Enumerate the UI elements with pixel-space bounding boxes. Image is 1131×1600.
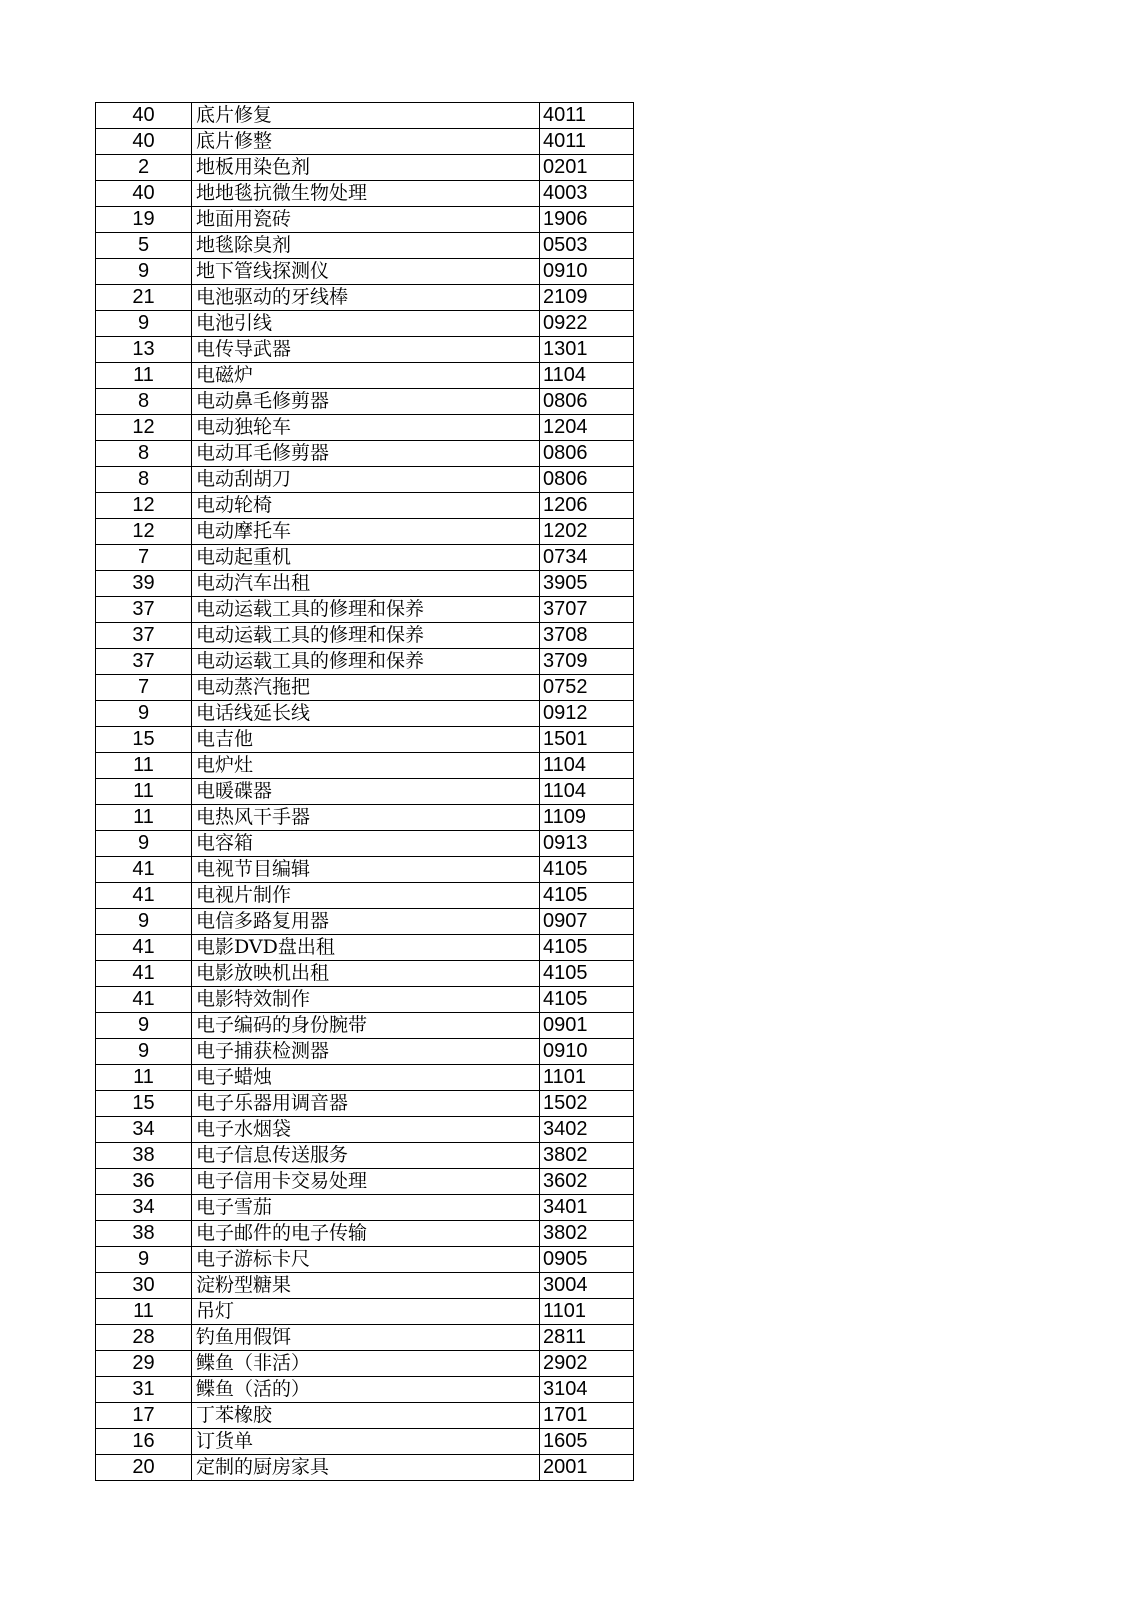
group-code-cell: 0752 bbox=[540, 675, 634, 701]
class-number-cell: 37 bbox=[96, 649, 192, 675]
goods-name-cell: 电视片制作 bbox=[192, 883, 540, 909]
goods-name-cell: 电子游标卡尺 bbox=[192, 1247, 540, 1273]
group-code-cell: 0913 bbox=[540, 831, 634, 857]
goods-name-cell: 电子邮件的电子传输 bbox=[192, 1221, 540, 1247]
class-number-cell: 11 bbox=[96, 779, 192, 805]
class-number-cell: 9 bbox=[96, 909, 192, 935]
table-row bbox=[96, 675, 634, 701]
group-code-cell: 4105 bbox=[540, 857, 634, 883]
goods-name-cell: 电动汽车出租 bbox=[192, 571, 540, 597]
goods-name-cell: 电子乐器用调音器 bbox=[192, 1091, 540, 1117]
class-number-cell: 11 bbox=[96, 1299, 192, 1325]
group-code-cell: 0905 bbox=[540, 1247, 634, 1273]
goods-name-cell: 电炉灶 bbox=[192, 753, 540, 779]
class-number-cell: 9 bbox=[96, 1039, 192, 1065]
goods-name-cell: 电子捕获检测器 bbox=[192, 1039, 540, 1065]
table-row bbox=[96, 1065, 634, 1091]
goods-name-cell: 定制的厨房家具 bbox=[192, 1455, 540, 1481]
class-number-cell: 34 bbox=[96, 1117, 192, 1143]
table-row bbox=[96, 571, 634, 597]
goods-name-cell: 电影特效制作 bbox=[192, 987, 540, 1013]
group-code-cell: 1301 bbox=[540, 337, 634, 363]
goods-name-cell: 丁苯橡胶 bbox=[192, 1403, 540, 1429]
goods-name-cell: 电动蒸汽拖把 bbox=[192, 675, 540, 701]
group-code-cell: 1109 bbox=[540, 805, 634, 831]
class-number-cell: 36 bbox=[96, 1169, 192, 1195]
table-row bbox=[96, 207, 634, 233]
group-code-cell: 1502 bbox=[540, 1091, 634, 1117]
class-number-cell: 41 bbox=[96, 857, 192, 883]
class-number-cell: 37 bbox=[96, 597, 192, 623]
table-row bbox=[96, 1299, 634, 1325]
class-number-cell: 11 bbox=[96, 753, 192, 779]
goods-name-cell: 电池驱动的牙线棒 bbox=[192, 285, 540, 311]
group-code-cell: 4105 bbox=[540, 961, 634, 987]
class-number-cell: 9 bbox=[96, 1247, 192, 1273]
table-row bbox=[96, 311, 634, 337]
goods-name-cell: 电动独轮车 bbox=[192, 415, 540, 441]
group-code-cell: 1701 bbox=[540, 1403, 634, 1429]
group-code-cell: 3602 bbox=[540, 1169, 634, 1195]
group-code-cell: 0734 bbox=[540, 545, 634, 571]
goods-name-cell: 电影DVD盘出租 bbox=[192, 935, 540, 961]
goods-name-cell: 电子雪茄 bbox=[192, 1195, 540, 1221]
table-row bbox=[96, 1403, 634, 1429]
goods-name-cell: 电视节目编辑 bbox=[192, 857, 540, 883]
class-number-cell: 9 bbox=[96, 831, 192, 857]
table-row bbox=[96, 1325, 634, 1351]
table-row bbox=[96, 389, 634, 415]
group-code-cell: 3708 bbox=[540, 623, 634, 649]
table-row bbox=[96, 701, 634, 727]
class-number-cell: 7 bbox=[96, 675, 192, 701]
table-row bbox=[96, 1273, 634, 1299]
group-code-cell: 2811 bbox=[540, 1325, 634, 1351]
class-number-cell: 20 bbox=[96, 1455, 192, 1481]
goods-name-cell: 电子编码的身份腕带 bbox=[192, 1013, 540, 1039]
table-row bbox=[96, 1143, 634, 1169]
class-number-cell: 11 bbox=[96, 805, 192, 831]
group-code-cell: 3905 bbox=[540, 571, 634, 597]
goods-name-cell: 电传导武器 bbox=[192, 337, 540, 363]
table-row bbox=[96, 181, 634, 207]
group-code-cell: 1104 bbox=[540, 363, 634, 389]
class-number-cell: 37 bbox=[96, 623, 192, 649]
group-code-cell: 1605 bbox=[540, 1429, 634, 1455]
goods-name-cell: 地面用瓷砖 bbox=[192, 207, 540, 233]
goods-name-cell: 地板用染色剂 bbox=[192, 155, 540, 181]
table-row bbox=[96, 1221, 634, 1247]
group-code-cell: 0907 bbox=[540, 909, 634, 935]
group-code-cell: 4105 bbox=[540, 935, 634, 961]
class-number-cell: 41 bbox=[96, 883, 192, 909]
class-number-cell: 15 bbox=[96, 727, 192, 753]
group-code-cell: 3707 bbox=[540, 597, 634, 623]
table-row bbox=[96, 1377, 634, 1403]
class-number-cell: 9 bbox=[96, 701, 192, 727]
goods-name-cell: 电动鼻毛修剪器 bbox=[192, 389, 540, 415]
class-number-cell: 34 bbox=[96, 1195, 192, 1221]
table-row bbox=[96, 857, 634, 883]
group-code-cell: 1101 bbox=[540, 1065, 634, 1091]
group-code-cell: 1501 bbox=[540, 727, 634, 753]
table-row bbox=[96, 727, 634, 753]
goods-name-cell: 电子蜡烛 bbox=[192, 1065, 540, 1091]
group-code-cell: 0806 bbox=[540, 467, 634, 493]
class-number-cell: 41 bbox=[96, 935, 192, 961]
class-number-cell: 13 bbox=[96, 337, 192, 363]
goods-name-cell: 电热风干手器 bbox=[192, 805, 540, 831]
table-row bbox=[96, 935, 634, 961]
table-row bbox=[96, 155, 634, 181]
group-code-cell: 1202 bbox=[540, 519, 634, 545]
group-code-cell: 4011 bbox=[540, 103, 634, 129]
goods-name-cell: 电子信用卡交易处理 bbox=[192, 1169, 540, 1195]
group-code-cell: 3802 bbox=[540, 1143, 634, 1169]
table-row bbox=[96, 519, 634, 545]
group-code-cell: 1104 bbox=[540, 779, 634, 805]
class-number-cell: 8 bbox=[96, 467, 192, 493]
goods-name-cell: 鲽鱼（非活） bbox=[192, 1351, 540, 1377]
goods-name-cell: 电动轮椅 bbox=[192, 493, 540, 519]
group-code-cell: 0901 bbox=[540, 1013, 634, 1039]
class-number-cell: 9 bbox=[96, 259, 192, 285]
class-number-cell: 8 bbox=[96, 441, 192, 467]
group-code-cell: 0912 bbox=[540, 701, 634, 727]
group-code-cell: 0503 bbox=[540, 233, 634, 259]
table-body bbox=[96, 103, 634, 1481]
class-number-cell: 16 bbox=[96, 1429, 192, 1455]
group-code-cell: 1206 bbox=[540, 493, 634, 519]
goods-name-cell: 电暖碟器 bbox=[192, 779, 540, 805]
class-number-cell: 12 bbox=[96, 415, 192, 441]
goods-name-cell: 电信多路复用器 bbox=[192, 909, 540, 935]
table-row bbox=[96, 909, 634, 935]
group-code-cell: 4003 bbox=[540, 181, 634, 207]
goods-name-cell: 地地毯抗微生物处理 bbox=[192, 181, 540, 207]
class-number-cell: 41 bbox=[96, 987, 192, 1013]
goods-name-cell: 地下管线探测仪 bbox=[192, 259, 540, 285]
class-number-cell: 39 bbox=[96, 571, 192, 597]
goods-name-cell: 电动运载工具的修理和保养 bbox=[192, 649, 540, 675]
group-code-cell: 3402 bbox=[540, 1117, 634, 1143]
group-code-cell: 0910 bbox=[540, 259, 634, 285]
table-row bbox=[96, 415, 634, 441]
group-code-cell: 0910 bbox=[540, 1039, 634, 1065]
goods-name-cell: 底片修整 bbox=[192, 129, 540, 155]
class-number-cell: 40 bbox=[96, 129, 192, 155]
class-number-cell: 15 bbox=[96, 1091, 192, 1117]
goods-name-cell: 电动摩托车 bbox=[192, 519, 540, 545]
goods-name-cell: 电影放映机出租 bbox=[192, 961, 540, 987]
table-row bbox=[96, 961, 634, 987]
class-number-cell: 28 bbox=[96, 1325, 192, 1351]
class-number-cell: 17 bbox=[96, 1403, 192, 1429]
group-code-cell: 0806 bbox=[540, 389, 634, 415]
table-row bbox=[96, 805, 634, 831]
group-code-cell: 0201 bbox=[540, 155, 634, 181]
group-code-cell: 3709 bbox=[540, 649, 634, 675]
class-number-cell: 38 bbox=[96, 1143, 192, 1169]
goods-name-cell: 电动运载工具的修理和保养 bbox=[192, 597, 540, 623]
class-number-cell: 31 bbox=[96, 1377, 192, 1403]
table-row bbox=[96, 883, 634, 909]
table-row bbox=[96, 259, 634, 285]
goods-name-cell: 淀粉型糖果 bbox=[192, 1273, 540, 1299]
table-row bbox=[96, 1169, 634, 1195]
class-number-cell: 30 bbox=[96, 1273, 192, 1299]
group-code-cell: 4011 bbox=[540, 129, 634, 155]
class-number-cell: 40 bbox=[96, 103, 192, 129]
goods-name-cell: 钓鱼用假饵 bbox=[192, 1325, 540, 1351]
table-row bbox=[96, 337, 634, 363]
class-number-cell: 7 bbox=[96, 545, 192, 571]
table-row bbox=[96, 831, 634, 857]
group-code-cell: 1101 bbox=[540, 1299, 634, 1325]
table-row bbox=[96, 103, 634, 129]
class-number-cell: 8 bbox=[96, 389, 192, 415]
class-number-cell: 11 bbox=[96, 363, 192, 389]
group-code-cell: 1104 bbox=[540, 753, 634, 779]
group-code-cell: 1906 bbox=[540, 207, 634, 233]
goods-classification-table bbox=[95, 102, 634, 1481]
group-code-cell: 3004 bbox=[540, 1273, 634, 1299]
table-row bbox=[96, 649, 634, 675]
table-row bbox=[96, 1351, 634, 1377]
table-row bbox=[96, 1195, 634, 1221]
table-row bbox=[96, 1247, 634, 1273]
table-row bbox=[96, 363, 634, 389]
table-row bbox=[96, 129, 634, 155]
class-number-cell: 9 bbox=[96, 1013, 192, 1039]
class-number-cell: 9 bbox=[96, 311, 192, 337]
goods-name-cell: 订货单 bbox=[192, 1429, 540, 1455]
table-row bbox=[96, 493, 634, 519]
table-row bbox=[96, 1091, 634, 1117]
group-code-cell: 4105 bbox=[540, 883, 634, 909]
goods-name-cell: 电动耳毛修剪器 bbox=[192, 441, 540, 467]
group-code-cell: 2109 bbox=[540, 285, 634, 311]
table-row bbox=[96, 1039, 634, 1065]
table-row bbox=[96, 441, 634, 467]
goods-name-cell: 电动起重机 bbox=[192, 545, 540, 571]
group-code-cell: 0806 bbox=[540, 441, 634, 467]
table-row bbox=[96, 987, 634, 1013]
table-row bbox=[96, 545, 634, 571]
table-row bbox=[96, 753, 634, 779]
goods-name-cell: 地毯除臭剂 bbox=[192, 233, 540, 259]
table-row bbox=[96, 1117, 634, 1143]
goods-name-cell: 电子信息传送服务 bbox=[192, 1143, 540, 1169]
class-number-cell: 38 bbox=[96, 1221, 192, 1247]
group-code-cell: 1204 bbox=[540, 415, 634, 441]
table-row bbox=[96, 285, 634, 311]
group-code-cell: 2902 bbox=[540, 1351, 634, 1377]
class-number-cell: 21 bbox=[96, 285, 192, 311]
class-number-cell: 29 bbox=[96, 1351, 192, 1377]
goods-name-cell: 电话线延长线 bbox=[192, 701, 540, 727]
goods-name-cell: 电子水烟袋 bbox=[192, 1117, 540, 1143]
table-row bbox=[96, 1013, 634, 1039]
goods-name-cell: 电磁炉 bbox=[192, 363, 540, 389]
goods-name-cell: 吊灯 bbox=[192, 1299, 540, 1325]
table-row bbox=[96, 233, 634, 259]
group-code-cell: 3802 bbox=[540, 1221, 634, 1247]
class-number-cell: 12 bbox=[96, 519, 192, 545]
table-row bbox=[96, 1455, 634, 1481]
group-code-cell: 4105 bbox=[540, 987, 634, 1013]
class-number-cell: 5 bbox=[96, 233, 192, 259]
class-number-cell: 2 bbox=[96, 155, 192, 181]
goods-name-cell: 电容箱 bbox=[192, 831, 540, 857]
table-row bbox=[96, 623, 634, 649]
table-row bbox=[96, 597, 634, 623]
class-number-cell: 12 bbox=[96, 493, 192, 519]
table-row bbox=[96, 467, 634, 493]
goods-name-cell: 鲽鱼（活的） bbox=[192, 1377, 540, 1403]
goods-name-cell: 底片修复 bbox=[192, 103, 540, 129]
goods-name-cell: 电动运载工具的修理和保养 bbox=[192, 623, 540, 649]
group-code-cell: 2001 bbox=[540, 1455, 634, 1481]
class-number-cell: 11 bbox=[96, 1065, 192, 1091]
class-number-cell: 40 bbox=[96, 181, 192, 207]
group-code-cell: 3104 bbox=[540, 1377, 634, 1403]
class-number-cell: 19 bbox=[96, 207, 192, 233]
class-number-cell: 41 bbox=[96, 961, 192, 987]
table-row bbox=[96, 779, 634, 805]
goods-name-cell: 电动刮胡刀 bbox=[192, 467, 540, 493]
goods-name-cell: 电吉他 bbox=[192, 727, 540, 753]
table-row bbox=[96, 1429, 634, 1455]
group-code-cell: 3401 bbox=[540, 1195, 634, 1221]
goods-name-cell: 电池引线 bbox=[192, 311, 540, 337]
group-code-cell: 0922 bbox=[540, 311, 634, 337]
